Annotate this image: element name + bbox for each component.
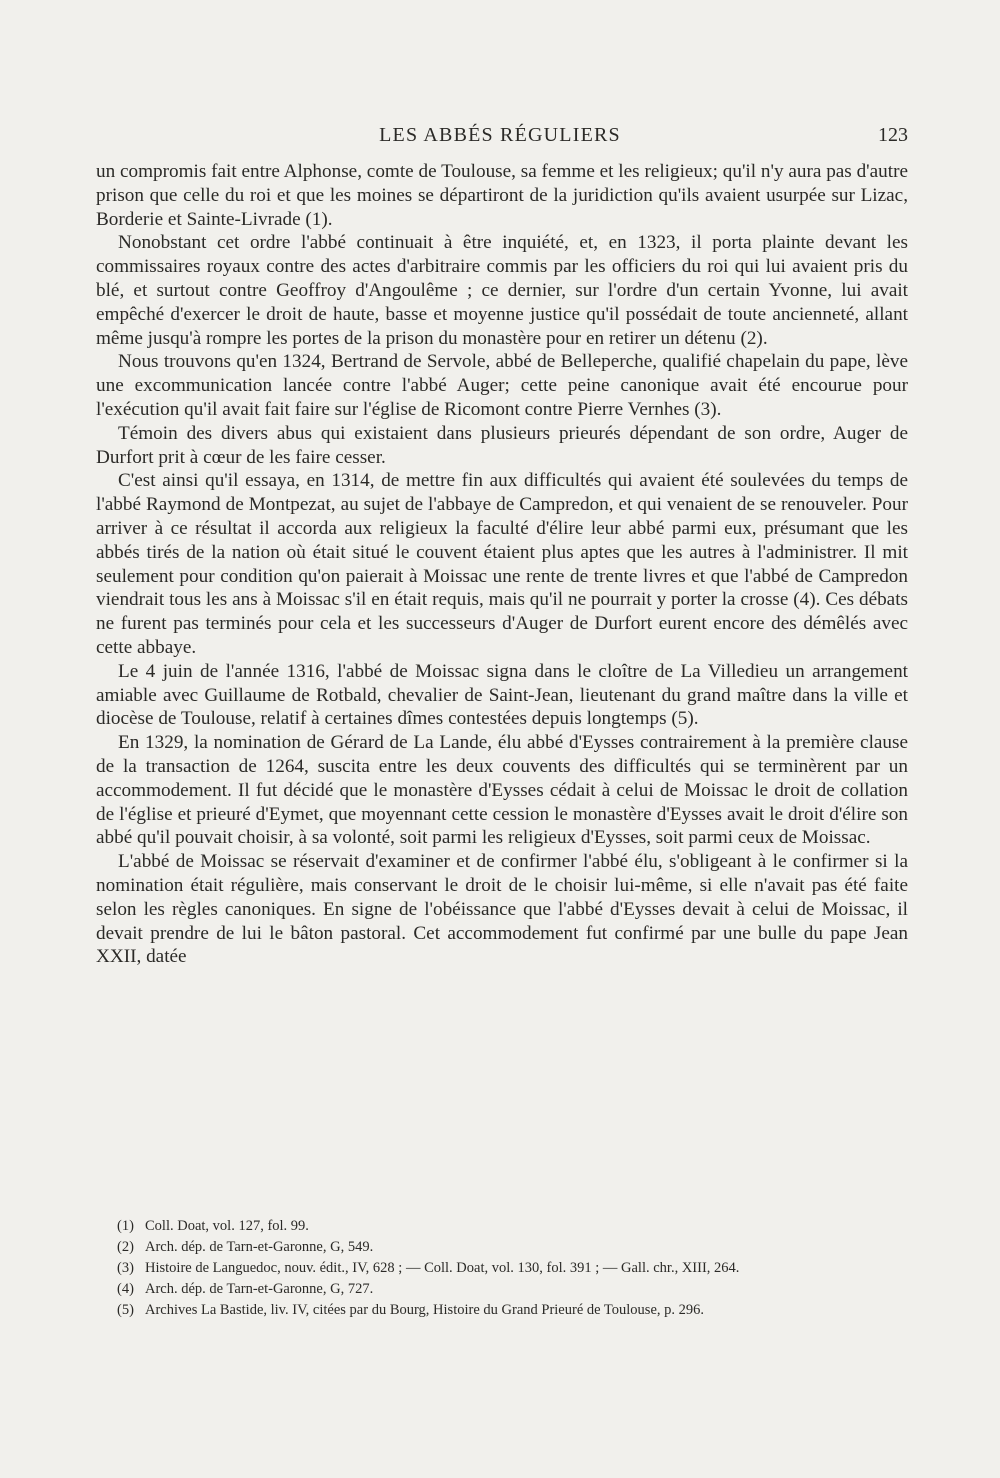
paragraph: Témoin des divers abus qui existaient dans plusieurs prieurés dépendant de son ordre, Auger de Durfort prit à cœur de les faire cesser. — [96, 422, 908, 468]
footnote-text: Arch. dép. de Tarn-et-Garonne, G, 549. — [145, 1239, 374, 1255]
footnote — [117, 1237, 917, 1258]
paragraph: C'est ainsi qu'il essaya, en 1314, de mettre fin aux difficultés qui avaient été soulevées du temps de l'abbé Raymond de Montpezat, au sujet de l'abbaye de Campredon, et qui venaient de se renouveler. Pour arriver à ce résultat il accorda aux religieux la faculté d'élire leur abbé parmi eux, présumant que les abbés tirés de la nation où était situé le couvent étaient plus aptes que les autres à l'administrer. Il mit seulement pour condition qu'on paierait à Moissac une rente de trente livres et que l'abbé de Campredon viendrait tous les ans à Moissac s'il en était requis, mais qu'il ne pourrait y porter la crosse (4). Ces débats ne furent pas terminés pour cela et les successeurs d'Auger de Durfort eurent encore des démêlés avec cette abbaye. — [96, 470, 908, 658]
footnote-number: (4) — [117, 1281, 134, 1297]
footnote-number: (3) — [117, 1260, 134, 1276]
paragraph: Le 4 juin de l'année 1316, l'abbé de Moissac signa dans le cloître de La Villedieu un arrangement amiable avec Guillaume de Rotbald, chevalier de Saint-Jean, lieutenant du grand maître dans la ville et diocèse de Toulouse, relatif à certaines dîmes contestées depuis longtemps (5). — [96, 660, 908, 730]
footnote-number: (2) — [117, 1239, 134, 1255]
footnote-text: Arch. dép. de Tarn-et-Garonne, G, 727. — [145, 1281, 374, 1297]
paragraph: Nous trouvons qu'en 1324, Bertrand de Servole, abbé de Belleperche, qualifié chapelain du pape, lève une excommunication lancée contre l'abbé Auger; cette peine canonique avait été encourue pour l'exécution qu'il avait fait faire sur l'église de Ricomont contre Pierre Vernhes (3). — [96, 351, 908, 420]
paragraph: L'abbé de Moissac se réservait d'examiner et de confirmer l'abbé élu, s'obligeant à le confirmer si la nomination était régulière, mais conservant le droit de le choisir lui-même, si elle n'avait pas été faite selon les règles canoniques. En signe de l'obéissance que l'abbé d'Eysses devait à celui de Moissac, il devait prendre de lui le bâton pastoral. Cet accommodement fut confirmé par une bulle du pape Jean XXII, datée — [96, 851, 908, 968]
running-title: LES ABBÉS RÉGULIERS — [379, 124, 621, 146]
footnote — [117, 1300, 917, 1321]
footnote-text: Histoire de Languedoc, nouv. édit., IV, 628 ; — Coll. Doat, vol. 130, fol. 391 ; — Gall. chr., XIII, 264. — [145, 1260, 740, 1276]
body-text — [96, 160, 908, 969]
footnote-text: Coll. Doat, vol. 127, fol. 99. — [145, 1218, 309, 1234]
page-number: 123 — [878, 124, 908, 146]
footnotes — [117, 1216, 917, 1321]
footnote-text: Archives La Bastide, liv. IV, citées par du Bourg, Histoire du Grand Prieuré de Toulouse, p. 296. — [145, 1302, 705, 1318]
footnote — [117, 1279, 917, 1300]
footnote — [117, 1216, 917, 1237]
footnote — [117, 1258, 917, 1279]
footnote-number: (1) — [117, 1218, 134, 1234]
page-header — [0, 124, 1000, 154]
paragraph: Nonobstant cet ordre l'abbé continuait à être inquiété, et, en 1323, il porta plainte devant les commissaires royaux contre des actes d'arbitraire commis par les officiers du roi qui lui avaient pris du blé, et surtout contre Geoffroy d'Angoulême ; ce dernier, sur l'ordre d'un certain Yvonne, lui avait empêché d'exercer le droit de haute, basse et moyenne justice qu'il possédait de toute ancienneté, allant même jusqu'à rompre les portes de la prison du monastère pour en retirer un détenu (2). — [96, 232, 908, 349]
footnote-number: (5) — [117, 1302, 134, 1318]
paragraph: En 1329, la nomination de Gérard de La Lande, élu abbé d'Eysses contrairement à la première clause de la transaction de 1264, suscita entre les deux couvents des difficultés qui se terminèrent par un accommodement. Il fut décidé que le monastère d'Eysses cédait à celui de Moissac le droit de collation de l'église et prieuré d'Eymet, que moyennant cette cession le monastère d'Eysses avait le droit d'élire son abbé qu'il pouvait choisir, à sa volonté, soit parmi les religieux d'Eysses, soit parmi ceux de Moissac. — [96, 732, 908, 849]
paragraph: un compromis fait entre Alphonse, comte de Toulouse, sa femme et les religieux; qu'il n'y aura pas d'autre prison que celle du roi et que les moines se départiront de la juridiction qu'ils avaient usurpée sur Lizac, Borderie et Sainte-Livrade (1). — [96, 161, 908, 230]
